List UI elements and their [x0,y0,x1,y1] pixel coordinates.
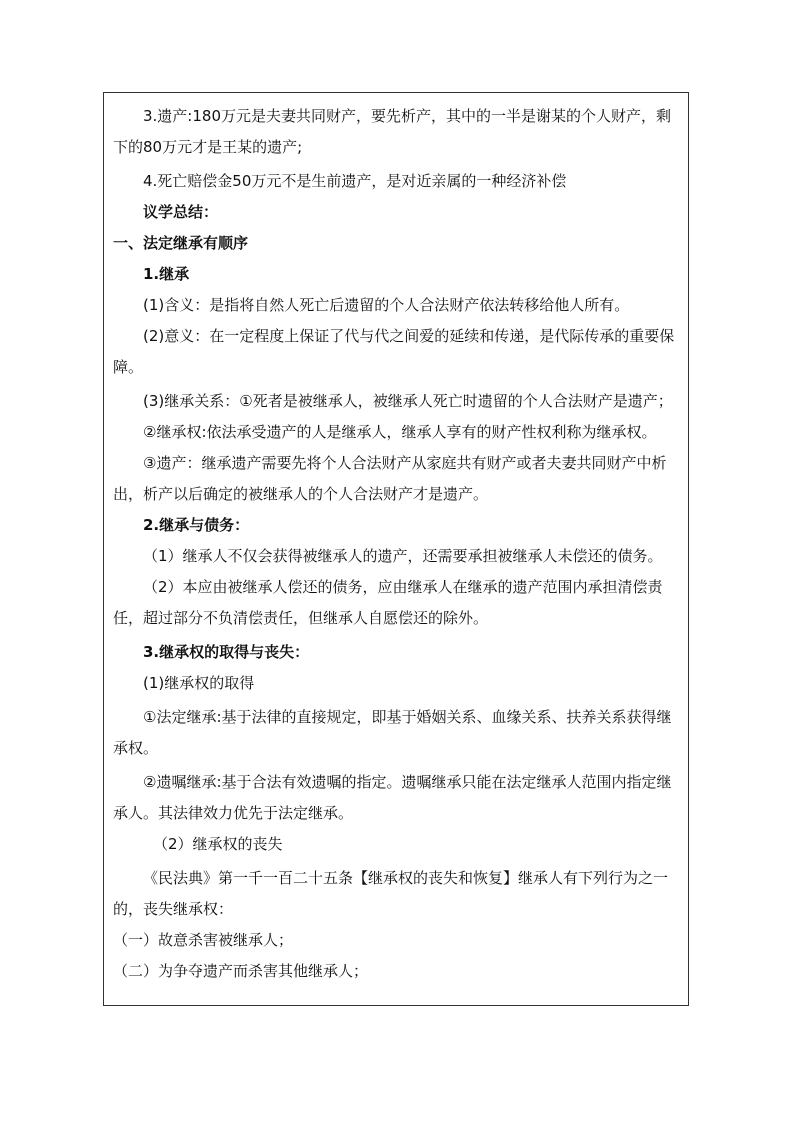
paragraph-civil-code-article: 《民法典》第一千一百二十五条【继承权的丧失和恢复】继承人有下列行为之一的，丧失继承权： [113,869,669,918]
heading-acquisition-and-loss: 3.继承权的取得与丧失： [143,643,310,661]
paragraph-debt-2: （2）本应由被继承人偿还的债务，应由继承人在继承的遗产范围内承担清偿责任，超过部分不负清偿责任，但继承人自愿偿还的除外。 [113,578,663,627]
paragraph-right-of-inheritance: ②继承权:依法承受遗产的人是继承人，继承人享有的财产性权利称为继承权。 [143,423,657,441]
paragraph-significance: (2)意义：在一定程度上保证了代与代之间爱的延续和传递，是代际传承的重要保障。 [113,327,675,376]
list-item-2: （二）为争夺遗产而杀害其他继承人； [113,962,369,980]
paragraph-testamentary-inheritance: ②遗嘱继承:基于合法有效遗嘱的指定。遗嘱继承只能在法定继承人范围内指定继承人。其法律效力优先于法定继承。 [113,773,672,822]
paragraph-loss: （2）继承权的丧失 [153,835,283,853]
paragraph-debt-1: （1）继承人不仅会获得被继承人的遗产，还需要承担被继承人未偿还的债务。 [143,547,663,565]
content-table-cell [103,92,689,1006]
heading-section-one: 一、法定继承有顺序 [113,234,249,252]
paragraph-death-compensation: 4.死亡赔偿金50万元不是生前遗产，是对近亲属的一种经济补偿 [143,172,567,190]
heading-summary: 议学总结： [143,203,219,221]
paragraph-estate: ③遗产：继承遗产需要先将个人合法财产从家庭共有财产或者夫妻共同财产中析出，析产以后确定的被继承人的个人合法财产才是遗产。 [113,454,667,503]
paragraph-definition: (1)含义：是指将自然人死亡后遗留的个人合法财产依法转移给他人所有。 [143,296,630,314]
heading-inheritance: 1.继承 [143,265,190,283]
list-item-1: （一）故意杀害被继承人； [113,931,294,949]
paragraph-estate-analysis: 3.遗产:180万元是夫妻共同财产，要先析产，其中的一半是谢某的个人财产，剩下的80万元才是王某的遗产; [113,107,671,156]
paragraph-relationship: (3)继承关系：①死者是被继承人，被继承人死亡时遗留的个人合法财产是遗产； [143,392,673,410]
paragraph-acquisition: (1)继承权的取得 [143,674,255,692]
document-body [113,101,683,987]
heading-inheritance-and-debt: 2.继承与债务： [143,516,250,534]
paragraph-statutory-inheritance: ①法定继承:基于法律的直接规定，即基于婚姻关系、血缘关系、扶养关系获得继承权。 [113,708,672,757]
